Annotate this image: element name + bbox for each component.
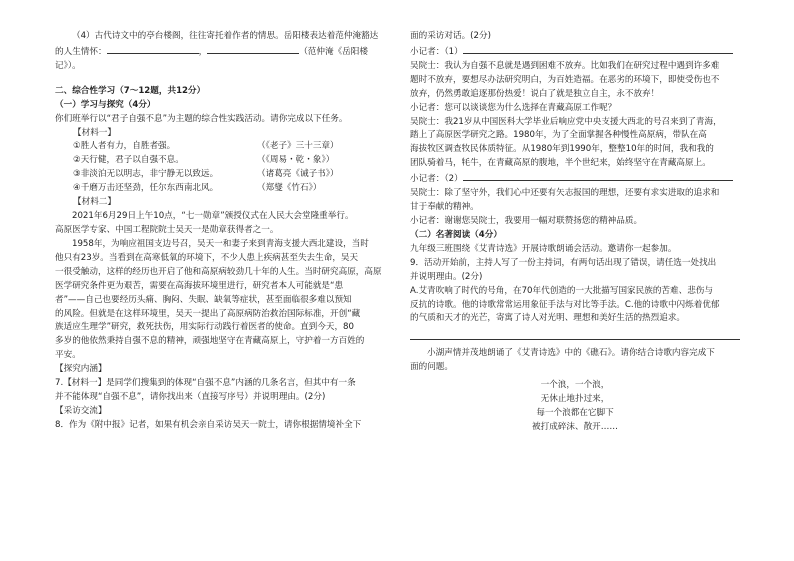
wu-answer-line: 吴院士：除了坚守外，我们心中还要有矢志报国的理想，还要有求实进取的追求和: [410, 188, 720, 199]
left-column: [55, 30, 385, 433]
quote-row: [55, 140, 385, 154]
answer-blank-1[interactable]: [463, 44, 733, 54]
quote-text: ④千磨万击还坚劲，任尔东西南北风。: [73, 183, 219, 194]
reporter-question-2: 小记者：您可以谈谈您为什么选择在青藏高原工作呢？: [410, 102, 617, 113]
material2-paragraph-line: 一很受触动，这样的经历也开启了他和高原病较劲几十年的人生。当时研究高原，高原: [55, 266, 382, 277]
q4-source: （范仲淹《岳阳楼记》）。: [55, 46, 368, 71]
reporter-label: 小记者：（1）: [410, 46, 463, 57]
recite-intro-line: 面的问题。: [410, 362, 453, 373]
quote-text: ①胜人者有力，自胜者强。: [73, 141, 176, 152]
quote-text: ②天行健，君子以自强不息。: [73, 155, 184, 166]
q9-answer-line[interactable]: [410, 330, 740, 340]
section2-title: 二、综合性学习（7～12题，共12分）: [55, 85, 206, 96]
quote-source: （《老子》三十三章）: [257, 141, 339, 152]
material2-paragraph-line: 族适应生理学”研究，救死扶伤，用实际行动践行着医者的使命。直到今天，80: [55, 322, 354, 333]
q9-host-script-line: A.艾青吹响了时代的号角，在70年代创造的一大批描写国家民族的苦难、悲伤与: [410, 285, 713, 296]
material2-paragraph-line: 他只有23岁。当看到在高寒低氧的环境下，不少人患上疾病甚至失去生命，吴天: [55, 252, 359, 263]
wu-answer-line: 放弃，仍然勇敢追逐那份热爱！说白了就是独立自主，永不放弃！: [410, 88, 660, 99]
quote-row: [55, 168, 385, 182]
wu-answer-line: 吴院士：我21岁从中国医科大学毕业后响应党中央支援大西北的号召来到了青海，: [410, 116, 722, 127]
material2-title: 【材料二】: [73, 197, 116, 208]
reporter-closing: 小记者：谢谢您吴院士，我要用一幅对联赞扬您的精神品质。: [410, 215, 643, 226]
quote-source: （郑燮《竹石》）: [257, 183, 322, 194]
q9-host-script-line: 的气质和天才的光芒，寄寓了诗人对光明、理想和美好生活的热烈追求。: [410, 313, 686, 324]
wu-answer-line: 甘于奉献的精神。: [410, 202, 479, 213]
material1-title: 【材料一】: [73, 127, 116, 138]
wu-answer-line: 吴院士：我认为自强不息就是遇到困难不放弃。比如我们在研究过程中遇到许多难: [410, 60, 720, 71]
q8-line: 8．作为《附中报》记者，如果有机会亲自采访吴天一院士，请你根据情境补全下: [55, 419, 362, 430]
poem-line: 无休止地扑过来，: [540, 394, 610, 405]
recite-intro-line: 小湖声情并茂地朗诵了《艾青诗选》中的《礁石》。请你结合诗歌内容完成下: [427, 348, 715, 359]
q4-blank-2[interactable]: [207, 44, 299, 54]
quote-row: [55, 182, 385, 196]
reading-intro: 九年级三班围绕《艾青诗选》开展诗歌朗诵会活动。邀请你一起参加。: [410, 243, 677, 254]
answer-blank-2[interactable]: [463, 171, 733, 181]
wu-answer-line: 团队骑着马，牦牛，在青藏高原的腹地，半个世纪来，始终坚守在青藏高原上。: [410, 158, 711, 169]
q4-separator: ，: [198, 46, 208, 57]
q9-line: 并说明理由。(2分): [410, 271, 483, 282]
poem-line: 一个浪，一个浪，: [540, 380, 610, 391]
material2-paragraph-line: 高原医学专家、中国工程院院士吴天一是勋章获得者之一。: [55, 224, 279, 235]
q7-line: 并不能体现“自强不息”，请你找出来（直接写序号）并说明理由。(2分): [55, 392, 326, 403]
wu-answer-line: 题时不放弃，要想尽办法研究明白，为百姓造福。在恶劣的环境下，即使受伤也不: [410, 74, 720, 85]
q4-line1: （4）古代诗文中的亭台楼阁，往往寄托着作者的情思。岳阳楼表达着范仲淹豁达: [72, 31, 379, 41]
material2-paragraph-line: 者”——自己也要经历头痛、胸闷、失眠、缺氧等症状，甚至面临很多难以预知: [55, 294, 352, 305]
explore-title: 【探究内涵】: [55, 364, 107, 375]
reporter-question-1: [410, 44, 740, 60]
quote-text: ③非淡泊无以明志，非宁静无以致远。: [73, 169, 219, 180]
poem-line: 被打成碎沫、散开……: [532, 421, 618, 432]
q7-line: 7.【材料一】是同学们搜集到的体现“自强不息”内涵的几条名言，但其中有一条: [55, 378, 356, 389]
subsection2-title: （二）名著阅读（4分）: [410, 229, 502, 240]
material2-paragraph-line: 多岁的他依然秉持自强不息的精神，顽强地坚守在青藏高原上，守护着一方百姓的: [55, 336, 365, 347]
q4-blank-1[interactable]: [107, 44, 199, 54]
quote-source: （诸葛亮《诫子书》）: [257, 169, 339, 180]
q9-host-script-line: 反抗的诗歌。他的诗歌常常运用象征手法与对比等手法。C.他的诗歌中闪烁着优郁: [410, 299, 720, 310]
material2-paragraph-line: 的风险。但就是在这样环境里，吴天一提出了高原病防治救治国际标准，开创“藏: [55, 308, 361, 319]
wu-answer-line: 海拔牧区调查牧民体质特征。从1980年到1990年，整整10年的时间，我和我的: [410, 144, 714, 155]
quote-row: [55, 154, 385, 168]
quote-source: （《周易・乾・象》）: [257, 155, 335, 166]
q8-continuation: 面的采访对话。(2分): [410, 31, 491, 41]
q4-prompt: 的人生情怀：: [55, 46, 107, 57]
q4-line2: [55, 44, 385, 74]
right-column: [410, 30, 740, 435]
material2-paragraph-line: 2021年6月29日上午10点，“七一勋章”颁授仪式在人民大会堂隆重举行。: [72, 211, 354, 222]
material2-paragraph-line: 1958年，为响应祖国支边号召，吴天一和妻子来到青海支援大西北建设，当时: [72, 238, 369, 249]
interview-title: 【采访交流】: [55, 405, 107, 416]
material2-paragraph-line: 医学研究条件更为艰苦，需要在高海拔环境里进行，研究者本人可能就是“患: [55, 280, 344, 291]
subsection1-title: （一）学习与探究（4分）: [55, 99, 156, 110]
material2-paragraph-line: 平安。: [55, 350, 81, 361]
wu-answer-line: 踏上了高原医学研究之路。1980年，为了全面掌握各种慢性高原病，带队在高: [410, 130, 707, 141]
q9-line: 9．活动开始前，主持人写了一份主持词，有两句话出现了错误，请任选一处找出: [410, 257, 717, 268]
poem-line: 每一个浪都在它脚下: [536, 408, 614, 419]
activity-intro: 你们班举行以“君子自强不息”为主题的综合性实践活动。请你完成以下任务。: [55, 113, 348, 124]
reporter-label: 小记者：（2）: [410, 174, 463, 185]
reporter-question-3: [410, 171, 740, 187]
